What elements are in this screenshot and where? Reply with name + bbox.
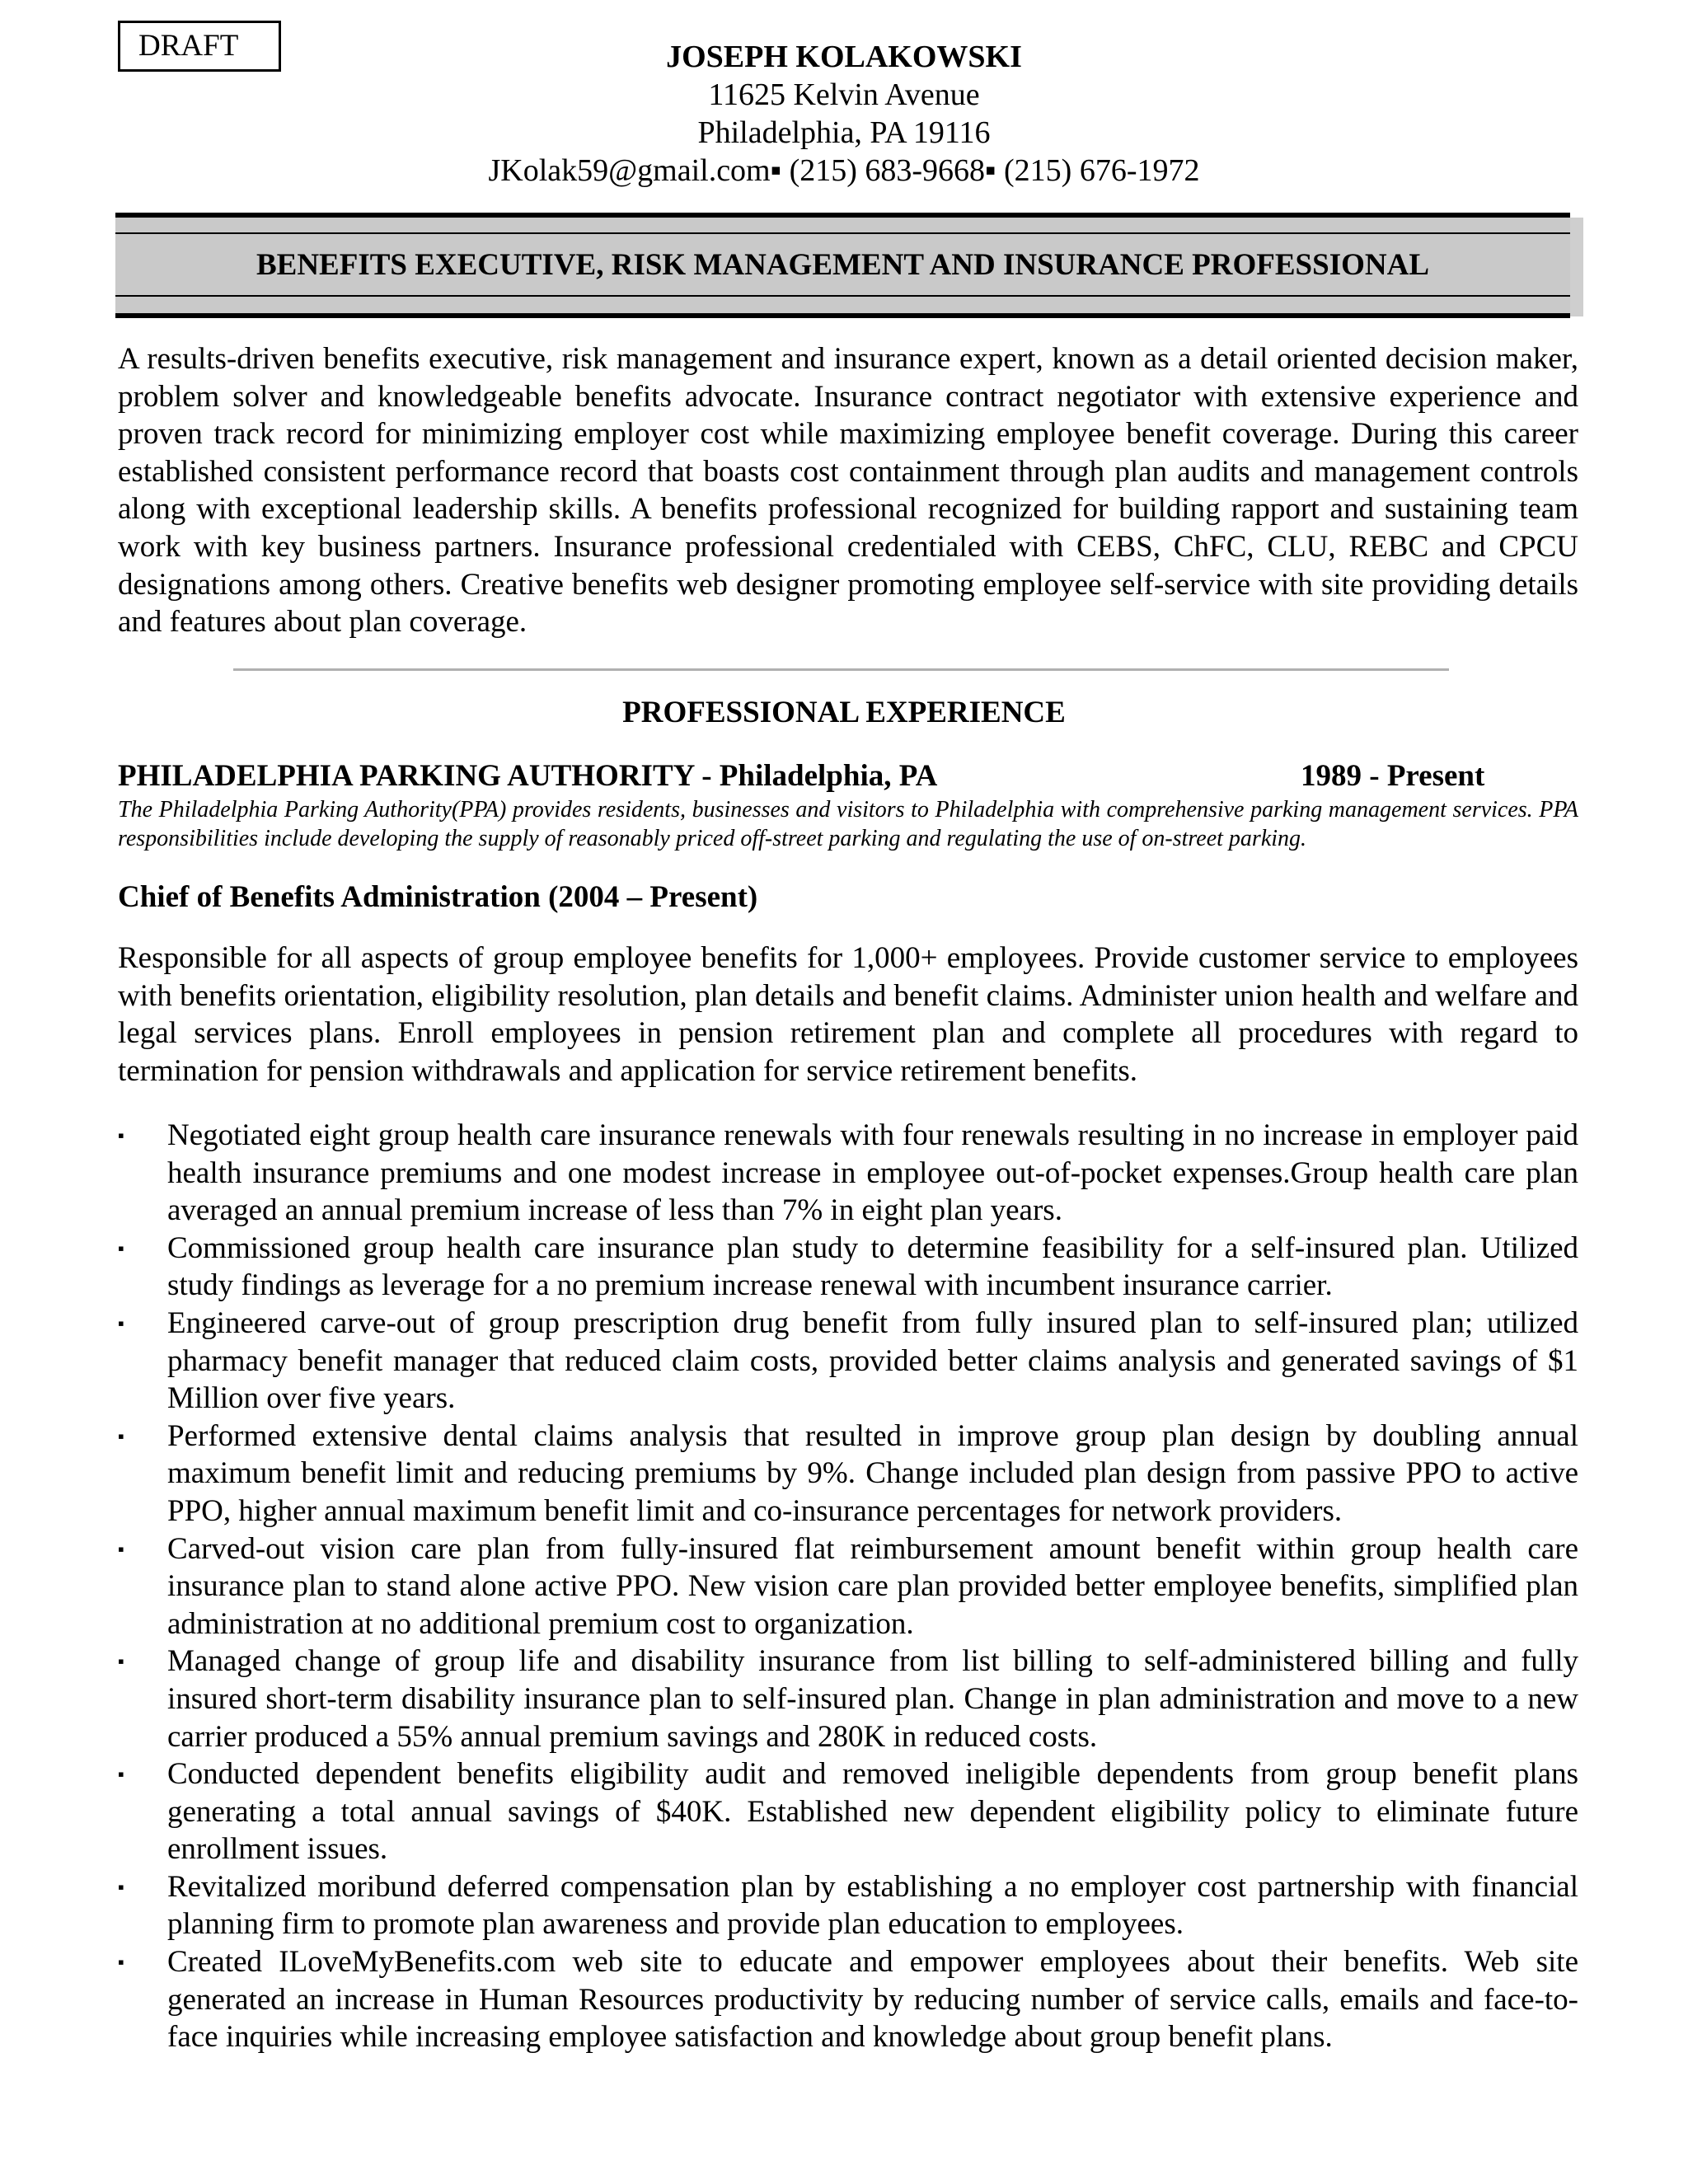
bullet-marker: ▪ [118, 1538, 124, 1559]
bullet-marker: ▪ [118, 1764, 124, 1785]
contact-header [0, 38, 1688, 190]
list-item [118, 1755, 1578, 1868]
bullet-text: Engineered carve-out of group prescription drug benefit from fully insured plan to self-insured plan; utilized pharmacy benefit manager that reduced claim costs, provided better claims analysis and generated savings of $1 Million over five years. [167, 1305, 1578, 1416]
bullet-marker: ▪ [118, 1125, 124, 1146]
bullet-text: Managed change of group life and disability insurance from list billing to self-administered billing and fully insured short-term disability insurance plan to self-insured plan. Change in plan administration and move to a new carrier produced a 55% annual premium savings and 280K in reduced costs. [167, 1644, 1578, 1754]
list-item [118, 1117, 1578, 1230]
bullet-text: Negotiated eight group health care insurance renewals with four renewals resulting in no increase in employer paid health insurance premiums and one modest increase in employee out-of-pocket expenses.Group health care plan averaged an annual premium increase of less than 7% in eight plan years. [167, 1118, 1578, 1228]
banner-top-rule [115, 213, 1570, 218]
section-heading-experience: PROFESSIONAL EXPERIENCE [622, 696, 1066, 729]
title-banner [115, 213, 1570, 318]
banner-bottom-thin-rule [115, 295, 1570, 297]
role-title: Chief of Benefits Administration (2004 – Present) [118, 880, 758, 914]
list-item [118, 1868, 1578, 1943]
list-item [118, 1643, 1578, 1755]
banner-bottom-rule [115, 313, 1570, 318]
bullet-text: Carved-out vision care plan from fully-insured flat reimbursement amount benefit within group health care insurance plan to stand alone active PPO. New vision care plan provided better employee benefits, simplified plan administration at no additional premium cost to organization. [167, 1531, 1578, 1641]
candidate-name: JOSEPH KOLAKOWSKI [666, 40, 1022, 74]
bullet-marker: ▪ [118, 1425, 124, 1446]
employer-description: The Philadelphia Parking Authority(PPA) provides residents, businesses and visitors to Philadelphia with comprehensive parking management services. PPA responsibilities include developing the supply of reasonably priced off-street parking and regulating the use of on-street parking. [118, 797, 1578, 851]
contact-line: JKolak59@gmail.com▪ (215) 683-9668▪ (215) 676-1972 [488, 153, 1200, 188]
employer-name: PHILADELPHIA PARKING AUTHORITY - Philadelphia, PA [118, 759, 938, 793]
section-divider [233, 668, 1449, 671]
profile-summary: A results-driven benefits executive, risk management and insurance expert, known as a detail oriented decision maker, problem solver and knowledgeable benefits advocate. Insurance contract negotiator with extensive experience and proven track record for minimizing employer cost while maximizing employee benefit coverage. During this career established consistent performance record that boasts cost containment through plan audits and management controls along with exceptional leadership skills. A benefits professional recognized for building rapport and sustaining team work with key business partners. Insurance professional credentialed with CEBS, ChFC, CLU, REBC and CPCU designations among others. Creative benefits web designer promoting employee self-service with site providing details and features about plan coverage. [118, 342, 1578, 640]
bullet-text: Revitalized moribund deferred compensation plan by establishing a no employer cost partnership with financial planning firm to promote plan awareness and provide plan education to employees. [167, 1869, 1578, 1942]
professional-title: BENEFITS EXECUTIVE, RISK MANAGEMENT AND INSURANCE PROFESSIONAL [256, 248, 1430, 282]
bullet-text: Performed extensive dental claims analysis that resulted in improve group plan design by doubling annual maximum benefit limit and reducing premiums by 9%. Change included plan design from passive PPO to active PPO, higher annual maximum benefit limit and co-insurance percentages for network providers. [167, 1418, 1578, 1528]
list-item [118, 1943, 1578, 2056]
street-address: 11625 Kelvin Avenue [708, 77, 980, 112]
list-item [118, 1418, 1578, 1530]
employment-dates: 1989 - Present [1301, 759, 1485, 793]
employer-heading [118, 758, 1578, 794]
bullet-marker: ▪ [118, 1876, 124, 1897]
bullet-marker: ▪ [118, 1952, 124, 1973]
bullet-marker: ▪ [118, 1237, 124, 1258]
list-item [118, 1305, 1578, 1418]
bullet-marker: ▪ [118, 1651, 124, 1672]
achievement-list [118, 1117, 1578, 2056]
bullet-marker: ▪ [118, 1312, 124, 1333]
list-item [118, 1530, 1578, 1643]
banner-shadow [1570, 218, 1583, 316]
role-summary: Responsible for all aspects of group employee benefits for 1,000+ employees. Provide customer service to employees with benefits orientation, eligibility resolution, plan details and benefit claims. Administer union health and welfare and legal services plans. Enroll employees in pension retirement plan and complete all procedures with regard to termination for pension withdrawals and application for service retirement benefits. [118, 941, 1578, 1088]
list-item [118, 1230, 1578, 1305]
bullet-text: Conducted dependent benefits eligibility audit and removed ineligible dependents from group benefit plans generating a total annual savings of $40K. Established new dependent eligibility policy to eliminate future enrollment issues. [167, 1757, 1578, 1867]
bullet-text: Created ILoveMyBenefits.com web site to educate and empower employees about their benefits. Web site generated an increase in Human Resources productivity by reducing number of service calls, emails and face-to-face inquiries while increasing employee satisfaction and knowledge about group benefit plans. [167, 1945, 1578, 2055]
bullet-text: Commissioned group health care insurance plan study to determine feasibility for a self-insured plan. Utilized study findings as leverage for a no premium increase renewal with incumbent insurance carrier. [167, 1230, 1578, 1303]
city-state-zip: Philadelphia, PA 19116 [697, 115, 991, 150]
banner-top-thin-rule [115, 232, 1570, 234]
draft-stamp: DRAFT [118, 21, 281, 72]
